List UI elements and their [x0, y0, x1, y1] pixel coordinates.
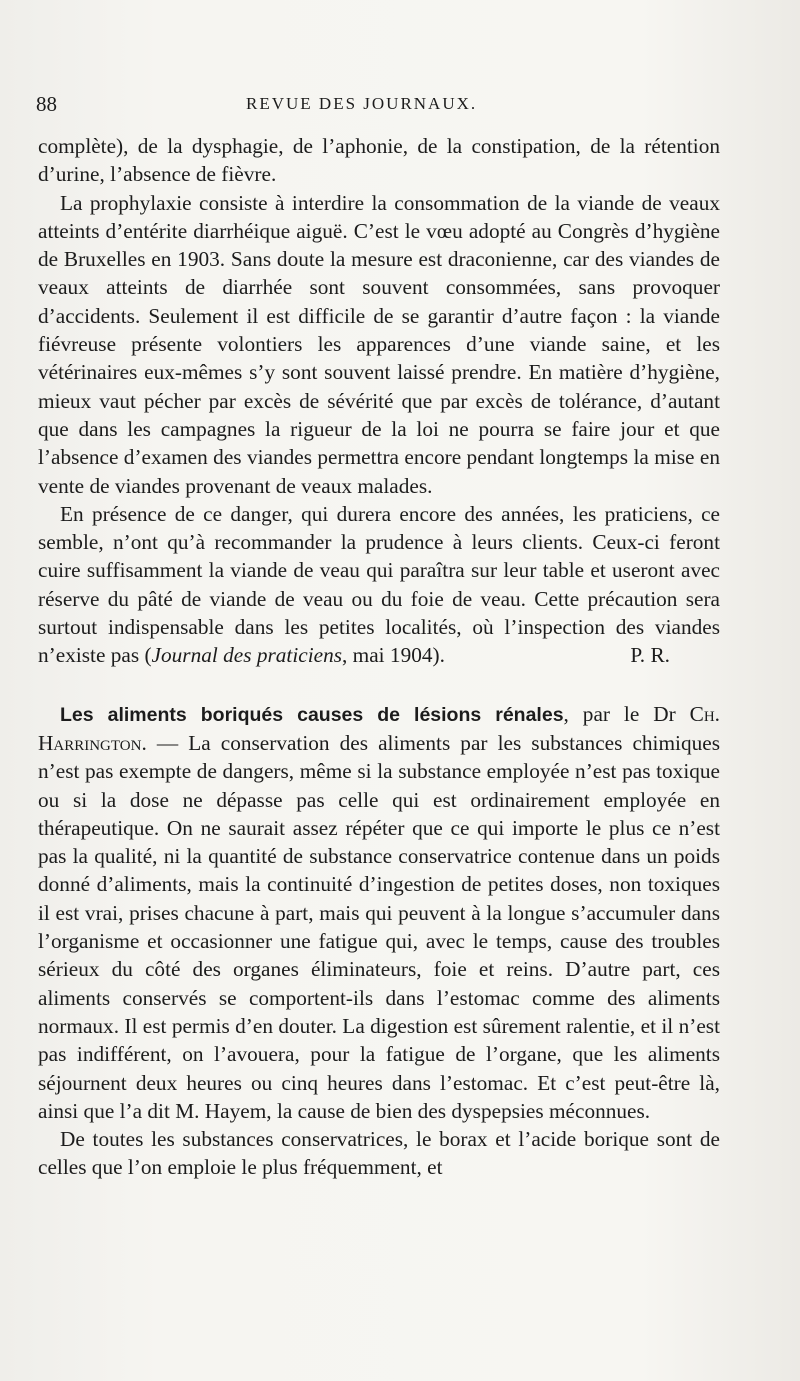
signature: P. R.	[630, 643, 670, 668]
recommendation-text: En présence de ce danger, qui durera encore des années, les praticiens, ce semble, n’ont qu’à recommander la prudence à leurs clients. Ceux-ci feront cuire suffisamment la viande de veau qui paraîtra sur leur table et useront avec réserve du pâté de viande de veau ou du foie de veau. Cette précaution sera surtout indispensable dans les petites localités, où l’inspection des viandes n’existe pas (	[38, 501, 720, 668]
paragraph-recommendation	[38, 500, 720, 670]
article-body: — La conservation des aliments par les substances chimiques n’est pas exempte de dangers, même si la substance employée n’est pas toxique ou si la dose ne dépasse pas celle qui est ordinairement employée en thérapeutique. On ne saurait assez répéter que ce qui importe le plus ce n’est pas la qualité, ni la quantité de substance conservatrice contenue dans un poids donné d’aliments, mais la continuité d’ingestion de petites doses, non toxiques il est vrai, prises chacune à part, mais qui peuvent à la longue s’accumuler dans l’organisme et occasionner une fatigue qui, avec le temps, cause des troubles sérieux du côté des organes éliminateurs, foie et reins. D’autre part, ces aliments conservés se comportent-ils dans l’estomac comme des aliments normaux. Il est permis d’en douter. La digestion est sûrement ralentie, et il n’est pas indifférent, on l’avouera, pour la fatigue de l’organe, que les aliments séjournent deux heures ou cinq heures dans l’estomac. Et c’est peut-être là, ainsi que l’a dit M. Hayem, la cause de bien des dyspepsies méconnues.	[38, 730, 720, 1123]
running-title: REVUE DES JOURNAUX.	[246, 94, 478, 113]
page-number: 88	[36, 92, 57, 116]
paragraph-prophylaxis: La prophylaxie consiste à interdire la consommation de la viande de veaux atteints d’entérite diarrhéique aiguë. C’est le vœu adopté au Congrès d’hygiène de Bruxelles en 1903. Sans doute la mesure est draconienne, car des viandes de veaux atteints de diarrhée sont souvent consommées, sans provoquer d’accidents. Seulement il est difficile de se garantir d’autre façon : la viande fiévreuse présente volontiers les apparences d’une viande saine, et les vétérinaires eux-mêmes s’y sont souvent laissé prendre. En matière d’hygiène, mieux vaut pécher par excès de sévérité que par excès de tolérance, d’autant que dans les campagnes la rigueur de la loi ne pourra se faire jour et que l’absence d’examen des viandes permettra encore pendant longtemps la mise en vente de viandes provenant de veaux malades.	[38, 190, 720, 498]
article-title: Les aliments boriqués causes de lésions rénales	[60, 703, 564, 726]
journal-source: Journal des praticiens	[151, 643, 343, 668]
paragraph-continuation: complète), de la dysphagie, de l’aphonie, de la constipation, de la rétention d’urine, l’absence de fièvre.	[38, 134, 720, 187]
paragraph-substances: De toutes les substances conservatrices, le borax et l’acide borique sont de celles que l’on emploie le plus fréquemment, et	[38, 1127, 720, 1180]
article-author: Ch. Harrington.	[38, 701, 720, 755]
article-paragraph	[38, 700, 720, 1125]
page-header	[36, 92, 726, 122]
author-prefix: Dr	[653, 701, 676, 726]
article-byline: , par le	[563, 701, 654, 726]
page-body	[38, 132, 720, 1182]
section-separator	[38, 670, 720, 700]
source-date: , mai 1904).	[342, 643, 445, 668]
